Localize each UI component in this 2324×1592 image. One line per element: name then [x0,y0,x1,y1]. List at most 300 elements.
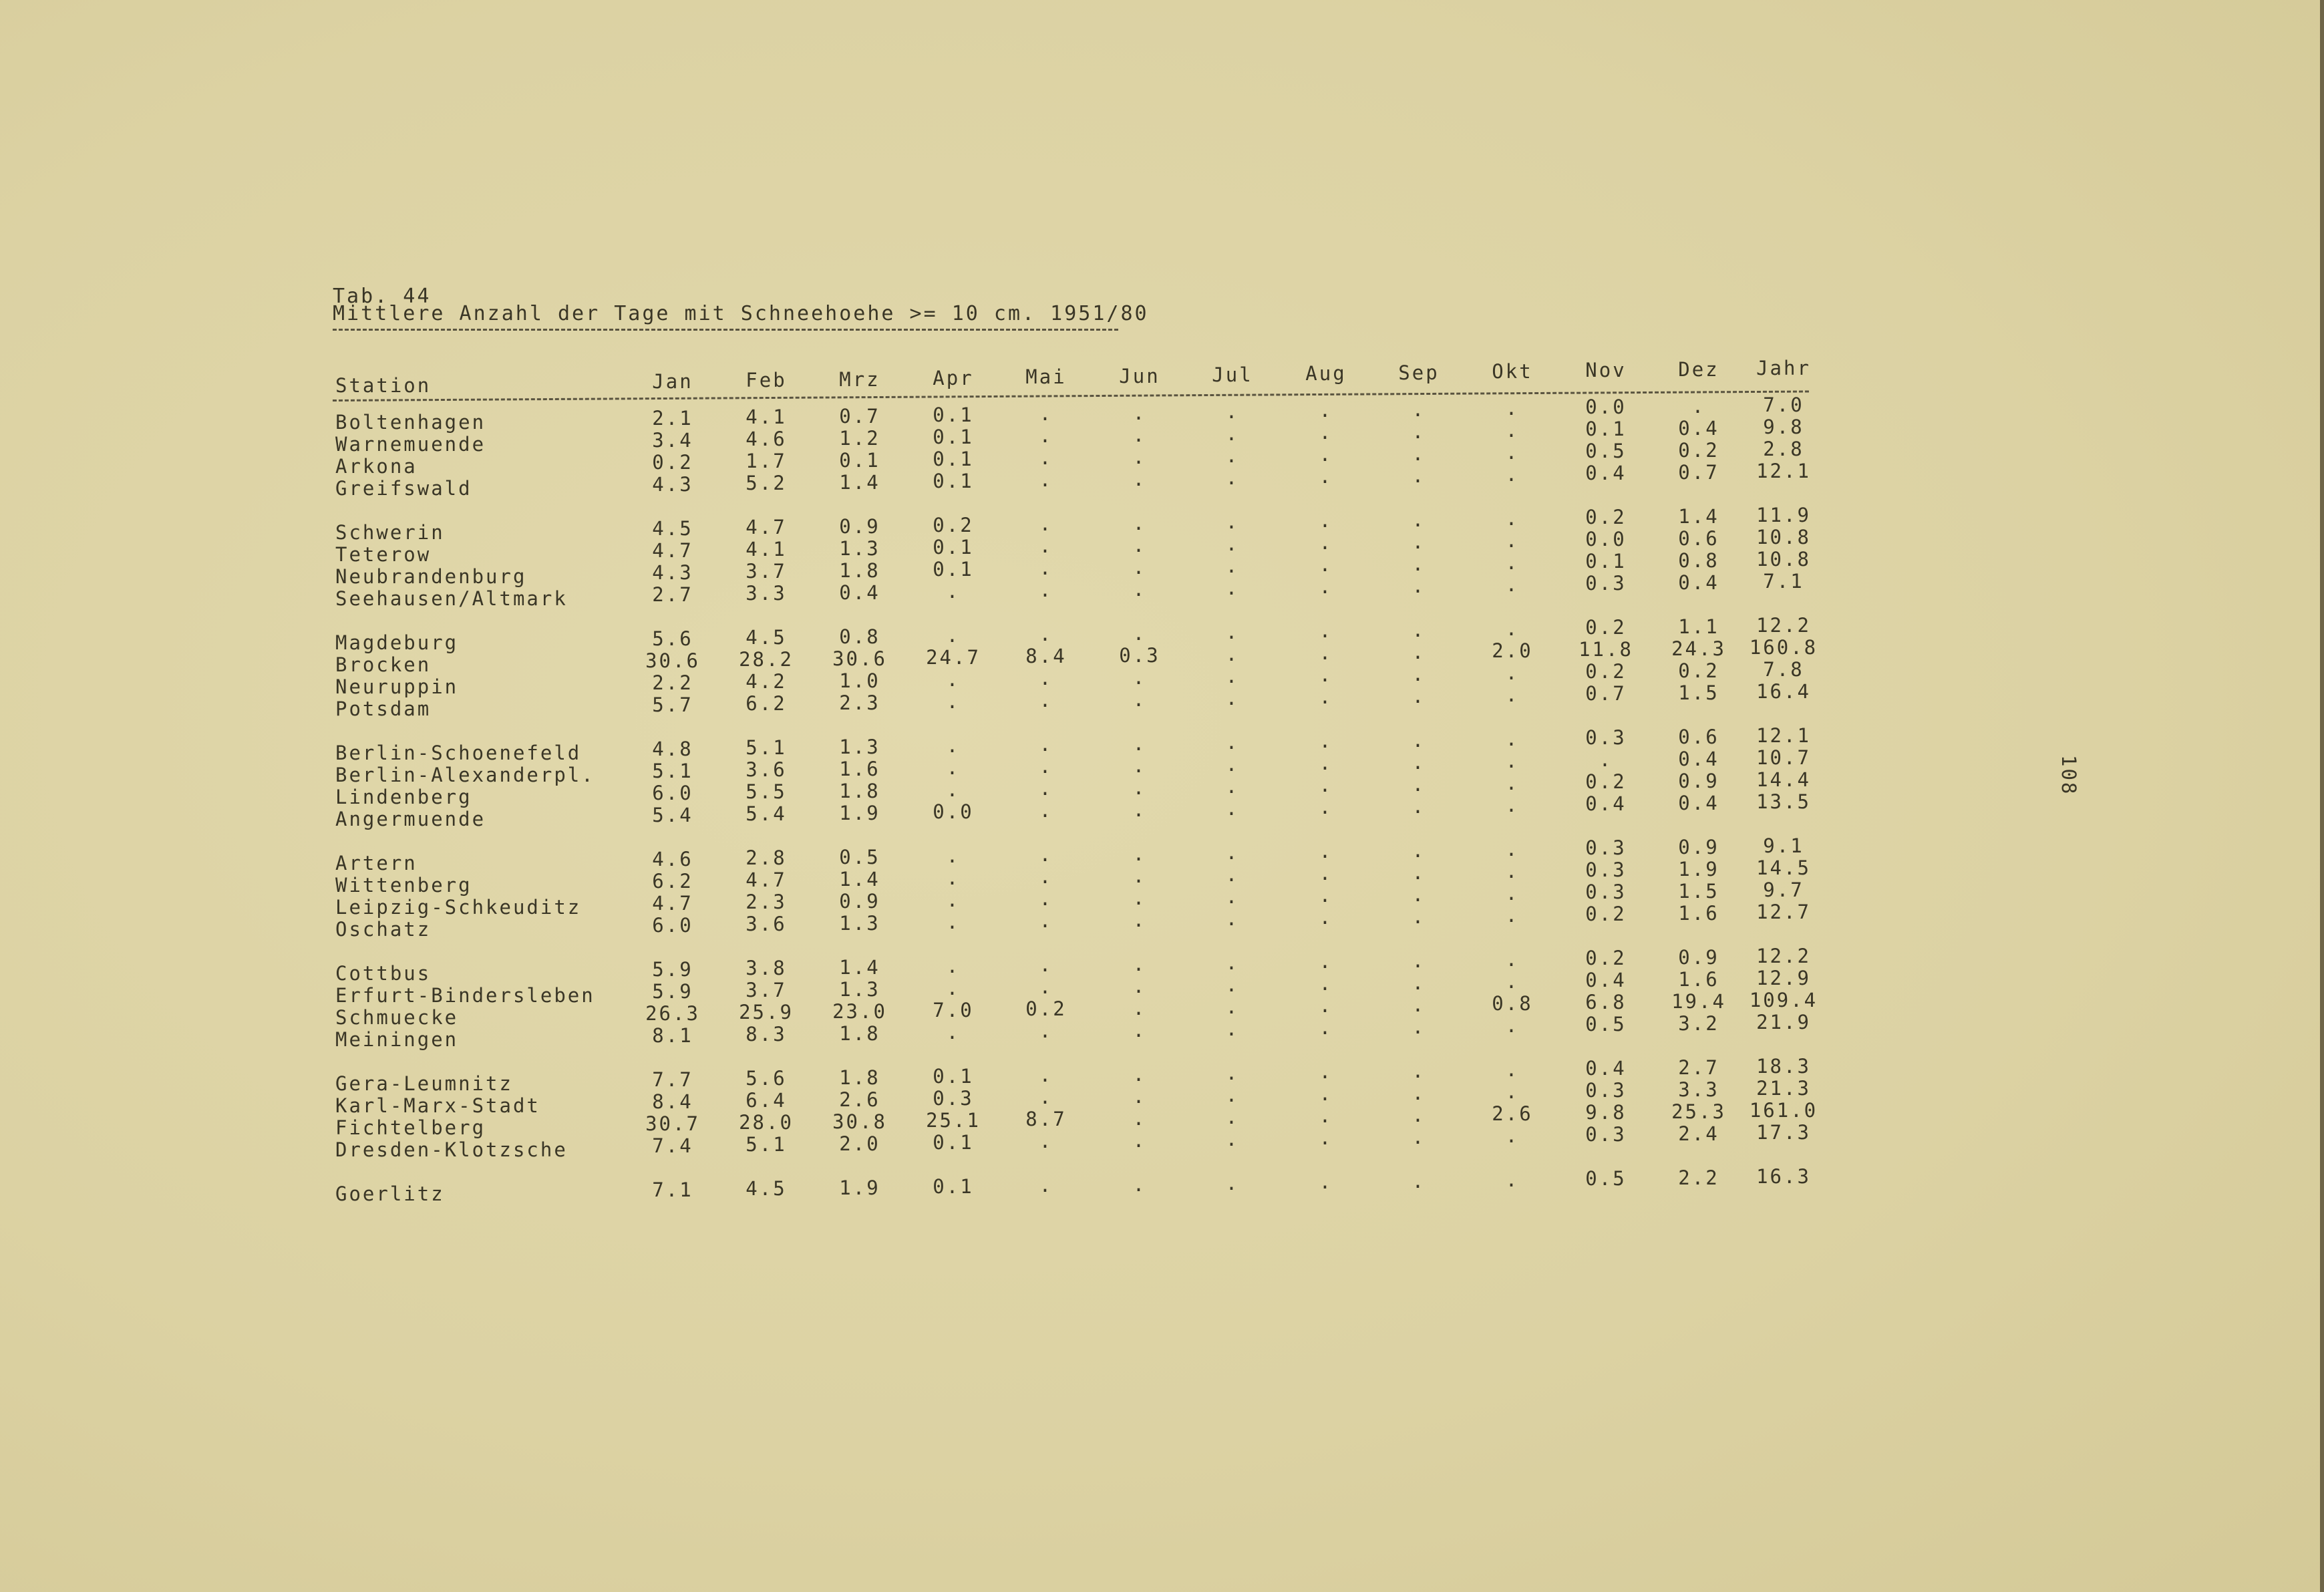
cell-feb: 5.1 [745,1133,787,1156]
column-header-okt: Okt [1492,360,1533,383]
station-name: Teterow [335,543,432,566]
cell-mrz: 2.6 [839,1088,880,1111]
cell-dez: 1.1 [1678,615,1719,638]
cell-mai: . [1039,843,1053,866]
cell-jun: . [1132,1063,1147,1086]
cell-jun: . [1132,512,1147,534]
cell-feb: 6.4 [745,1089,787,1112]
cell-jan: 3.4 [652,429,693,452]
cell-jan: 26.3 [645,1002,700,1025]
cell-jahr: 7.8 [1763,658,1804,681]
cell-feb: 3.8 [745,957,787,979]
cell-jun: . [1132,732,1147,755]
cell-jahr: 10.8 [1756,526,1811,548]
cell-jan: 5.9 [652,958,693,981]
cell-okt: . [1505,529,1520,552]
cell-aug: . [1319,972,1333,995]
cell-sep: . [1412,729,1426,752]
cell-apr: 0.1 [933,470,974,492]
cell-jahr: 12.1 [1756,460,1811,482]
cell-jan: 7.7 [652,1068,693,1091]
cell-feb: 4.6 [745,428,787,450]
page-number: 108 [2057,755,2080,796]
cell-apr: 0.2 [933,514,974,536]
cell-jul: . [1225,1017,1240,1040]
cell-jan: 4.3 [652,561,693,584]
cell-okt: . [1505,1168,1520,1191]
cell-jan: 30.6 [645,649,700,672]
cell-jul: . [1225,532,1240,555]
cell-aug: . [1319,509,1333,532]
cell-sep: . [1412,508,1426,531]
cell-feb: 5.6 [745,1067,787,1090]
cell-feb: 3.3 [745,582,787,605]
cell-jul: . [1225,621,1240,643]
cell-jahr: 18.3 [1756,1055,1811,1078]
cell-jun: . [1132,1173,1147,1196]
cell-apr: 0.1 [933,1065,974,1088]
cell-nov: 0.7 [1585,682,1627,705]
cell-apr: . [946,977,961,999]
cell-feb: 4.2 [745,670,787,693]
column-header-mai: Mai [1025,365,1067,388]
station-name: Greifswald [335,477,472,500]
cell-feb: 4.7 [745,868,787,891]
cell-dez: 24.3 [1671,637,1726,660]
cell-jan: 4.5 [652,517,693,540]
cell-dez: 0.2 [1678,659,1719,682]
station-name: Neubrandenburg [335,565,527,588]
cell-jahr: 7.1 [1763,570,1804,593]
cell-dez: 0.4 [1678,417,1719,440]
cell-okt: . [1505,617,1520,640]
cell-feb: 2.3 [745,891,787,913]
cell-nov: . [1599,748,1613,771]
cell-mrz: 1.8 [839,559,880,582]
cell-okt: . [1505,948,1520,971]
cell-okt: . [1505,397,1520,420]
cell-apr: 0.3 [933,1087,974,1110]
cell-jan: 6.2 [652,870,693,893]
station-name: Leipzig-Schkeuditz [335,896,582,919]
cell-nov: 11.8 [1579,638,1633,661]
cell-feb: 4.1 [745,538,787,561]
column-header-sep: Sep [1398,361,1440,384]
cell-apr: . [946,866,961,889]
cell-mrz: 1.6 [839,758,880,780]
cell-nov: 0.5 [1585,440,1627,462]
cell-jun: . [1132,975,1147,997]
cell-jun: . [1132,1019,1147,1042]
cell-sep: . [1412,839,1426,862]
cell-jahr: 13.5 [1756,790,1811,813]
station-name: Seehausen/Altmark [335,587,568,610]
cell-mai: . [1039,623,1053,645]
cell-nov: 0.1 [1585,550,1627,573]
cell-jan: 5.6 [652,627,693,650]
cell-apr: 0.0 [933,800,974,823]
cell-dez: 3.3 [1678,1078,1719,1101]
cell-dez: 1.6 [1678,902,1719,925]
cell-jahr: 2.8 [1763,438,1804,460]
cell-mrz: 2.3 [839,691,880,714]
cell-nov: 0.2 [1585,903,1627,925]
cell-jul: . [1225,1062,1240,1084]
table-row [0,1165,2324,1205]
cell-feb: 3.6 [745,758,787,781]
cell-mrz: 0.8 [839,625,880,648]
cell-jul: . [1225,753,1240,776]
cell-mai: . [1039,733,1053,756]
cell-sep: . [1412,663,1426,685]
cell-jul: . [1225,687,1240,709]
cell-nov: 0.4 [1585,792,1627,815]
cell-feb: 5.1 [745,736,787,759]
cell-mrz: 1.8 [839,1066,880,1089]
cell-okt: . [1505,772,1520,794]
cell-jun: . [1132,798,1147,821]
cell-mrz: 1.8 [839,780,880,802]
cell-apr: 0.1 [933,1175,974,1198]
station-name: Potsdam [335,697,432,720]
cell-feb: 4.7 [745,516,787,538]
cell-sep: . [1412,1104,1426,1126]
cell-jahr: 12.9 [1756,967,1811,989]
station-name: Gera-Leumnitz [335,1072,513,1095]
cell-jan: 4.7 [652,892,693,915]
cell-jahr: 12.7 [1756,901,1811,923]
cell-nov: 0.2 [1585,616,1627,639]
cell-jul: . [1225,400,1240,423]
cell-mrz: 0.5 [839,846,880,868]
cell-aug: . [1319,774,1333,796]
cell-nov: 0.3 [1585,858,1627,881]
cell-mrz: 1.2 [839,427,880,450]
cell-dez: 1.4 [1678,505,1719,528]
cell-mai: . [1039,424,1053,447]
cell-okt: . [1505,970,1520,993]
cell-jul: . [1225,665,1240,687]
cell-jahr: 12.2 [1756,614,1811,637]
cell-mai: . [1039,777,1053,800]
cell-jul: . [1225,973,1240,996]
cell-aug: . [1319,1016,1333,1039]
station-name: Magdeburg [335,631,459,654]
cell-nov: 0.2 [1585,947,1627,969]
cell-jun: 0.3 [1119,644,1160,667]
cell-sep: . [1412,1126,1426,1148]
cell-nov: 9.8 [1585,1101,1627,1124]
station-name: Boltenhagen [335,411,486,434]
cell-nov: 0.3 [1585,1079,1627,1102]
cell-sep: . [1412,795,1426,818]
column-header-aug: Aug [1305,362,1347,385]
cell-apr: 25.1 [926,1109,981,1132]
cell-jun: . [1132,1107,1147,1130]
cell-apr: . [946,624,961,647]
cell-sep: . [1412,552,1426,575]
cell-jan: 5.7 [652,693,693,716]
cell-jahr: 160.8 [1749,636,1818,659]
cell-jul: . [1225,577,1240,599]
cell-aug: . [1319,862,1333,885]
cell-jun: . [1132,556,1147,579]
cell-dez: 1.6 [1678,968,1719,991]
station-name: Angermuende [335,808,486,830]
cell-jul: . [1225,444,1240,467]
cell-apr: . [946,734,961,757]
cell-feb: 28.0 [739,1111,794,1134]
cell-okt: . [1505,1058,1520,1081]
cell-mai: . [1039,446,1053,469]
cell-dez: 0.9 [1678,770,1719,792]
cell-jun: . [1132,446,1147,468]
cell-nov: 0.5 [1585,1013,1627,1036]
cell-jan: 5.1 [652,760,693,782]
cell-jahr: 9.8 [1763,416,1804,438]
cell-nov: 0.2 [1585,770,1627,793]
cell-jun: . [1132,468,1147,490]
cell-sep: . [1412,464,1426,487]
cell-sep: . [1412,619,1426,641]
cell-feb: 25.9 [739,1001,794,1023]
cell-dez: 2.7 [1678,1056,1719,1079]
cell-okt: . [1505,683,1520,706]
cell-mai: . [1039,689,1053,711]
cell-jahr: 21.3 [1756,1077,1811,1100]
cell-aug: . [1319,421,1333,444]
cell-jan: 2.1 [652,407,693,430]
cell-aug: . [1319,663,1333,686]
cell-dez: 0.6 [1678,527,1719,550]
cell-mai: . [1039,1174,1053,1197]
cell-mai: . [1039,468,1053,491]
cell-dez: 0.8 [1678,549,1719,572]
cell-jan: 5.9 [652,980,693,1003]
station-name: Cottbus [335,962,432,985]
cell-jun: . [1132,864,1147,887]
cell-aug: . [1319,906,1333,929]
cell-sep: . [1412,773,1426,796]
cell-okt: . [1505,882,1520,905]
cell-feb: 3.7 [745,560,787,583]
cell-sep: . [1412,751,1426,774]
cell-mrz: 0.1 [839,449,880,472]
cell-dez: 1.9 [1678,858,1719,881]
cell-aug: . [1319,950,1333,973]
cell-nov: 0.5 [1585,1167,1627,1190]
cell-dez: 0.4 [1678,748,1719,770]
cell-apr: 0.1 [933,448,974,470]
cell-mai: . [1039,755,1053,778]
column-header-feb: Feb [745,369,787,391]
cell-jahr: 14.4 [1756,768,1811,791]
cell-jun: . [1132,1129,1147,1152]
cell-mai: . [1039,1130,1053,1152]
cell-okt: 2.0 [1492,639,1533,662]
cell-jahr: 12.1 [1756,724,1811,747]
cell-jan: 7.1 [652,1178,693,1201]
cell-sep: . [1412,1060,1426,1082]
cell-jahr: 16.3 [1756,1165,1811,1188]
cell-sep: . [1412,971,1426,994]
cell-jun: . [1132,909,1147,931]
cell-mai: . [1039,579,1053,601]
cell-nov: 0.3 [1585,572,1627,595]
cell-mai: . [1039,1019,1053,1042]
cell-feb: 3.7 [745,979,787,1001]
cell-feb: 5.4 [745,802,787,825]
cell-okt: . [1505,860,1520,883]
cell-jan: 4.6 [652,848,693,870]
station-name: Lindenberg [335,786,472,808]
cell-jun: . [1132,688,1147,711]
cell-apr: 0.1 [933,426,974,448]
cell-jun: . [1132,424,1147,446]
cell-jun: . [1132,402,1147,424]
cell-nov: 0.0 [1585,528,1627,550]
column-header-jul: Jul [1212,363,1253,386]
cell-mai: . [1039,512,1053,535]
cell-okt: . [1505,838,1520,860]
cell-jun: . [1132,887,1147,909]
cell-jahr: 10.8 [1756,548,1811,571]
cell-jul: . [1225,951,1240,974]
cell-jan: 8.1 [652,1024,693,1047]
cell-nov: 0.4 [1585,462,1627,484]
cell-nov: 0.3 [1585,1123,1627,1146]
column-header-jahr: Jahr [1756,357,1811,379]
column-header-jan: Jan [652,370,693,393]
column-header-nov: Nov [1585,359,1627,381]
cell-jahr: 161.0 [1749,1099,1818,1122]
cell-aug: . [1319,840,1333,862]
cell-jul: . [1225,422,1240,445]
cell-mai: 8.4 [1025,645,1067,667]
cell-aug: . [1319,531,1333,554]
cell-dez: 0.6 [1678,726,1719,748]
station-name: Dresden-Klotzsche [335,1138,568,1161]
cell-mrz: 0.9 [839,890,880,913]
cell-jan: 2.7 [652,583,693,606]
cell-sep: . [1412,1082,1426,1104]
cell-sep: . [1412,685,1426,707]
cell-mai: . [1039,402,1053,425]
cell-feb: 5.2 [745,472,787,494]
cell-okt: . [1505,728,1520,750]
cell-apr: 0.1 [933,1131,974,1154]
column-header-station: Station [335,374,432,397]
cell-apr: . [946,955,961,977]
cell-jul: . [1225,510,1240,533]
cell-aug: . [1319,796,1333,818]
cell-okt: . [1505,573,1520,596]
cell-jul: . [1225,863,1240,886]
cell-jahr: 109.4 [1749,989,1818,1011]
cell-mrz: 23.0 [832,1000,887,1023]
cell-apr: . [946,1021,961,1044]
cell-okt: 0.8 [1492,992,1533,1015]
cell-aug: . [1319,1082,1333,1105]
cell-aug: . [1319,399,1333,422]
station-name: Wittenberg [335,874,472,897]
cell-mai: . [1039,953,1053,976]
table-label: Tab. 44 [333,285,432,308]
cell-mrz: 0.4 [839,581,880,604]
cell-jan: 5.4 [652,804,693,826]
cell-jahr: 10.7 [1756,746,1811,769]
cell-jun: . [1132,666,1147,689]
cell-jan: 7.4 [652,1134,693,1157]
cell-okt: . [1505,1124,1520,1147]
cell-jul: . [1225,1172,1240,1195]
cell-sep: . [1412,398,1426,421]
cell-feb: 2.8 [745,846,787,869]
cell-jun: . [1132,1085,1147,1108]
cell-jahr: 7.0 [1763,393,1804,416]
cell-dez: 2.2 [1678,1166,1719,1189]
cell-mrz: 0.7 [839,405,880,428]
cell-sep: . [1412,575,1426,597]
cell-feb: 3.6 [745,913,787,935]
cell-dez: 2.4 [1678,1122,1719,1145]
cell-jan: 0.2 [652,451,693,474]
cell-jul: . [1225,1128,1240,1150]
cell-okt: . [1505,794,1520,816]
cell-aug: . [1319,553,1333,576]
station-name: Arkona [335,455,418,478]
cell-jun: . [1132,622,1147,645]
cell-nov: 0.3 [1585,881,1627,903]
title-underline [333,329,1118,331]
cell-feb: 1.7 [745,450,787,472]
cell-mrz: 30.6 [832,647,887,670]
cell-apr: . [946,668,961,691]
station-name: Brocken [335,653,432,676]
cell-jun: . [1132,776,1147,799]
cell-mrz: 1.0 [839,669,880,692]
cell-dez: 25.3 [1671,1100,1726,1123]
cell-dez: 19.4 [1671,990,1726,1013]
cell-sep: . [1412,949,1426,972]
cell-sep: . [1412,420,1426,443]
cell-mrz: 1.4 [839,956,880,979]
station-name: Karl-Marx-Stadt [335,1094,540,1117]
cell-okt: . [1505,1080,1520,1103]
cell-apr: 0.1 [933,536,974,559]
cell-aug: . [1319,575,1333,598]
cell-jul: . [1225,885,1240,908]
cell-apr: . [946,756,961,779]
cell-feb: 8.3 [745,1023,787,1046]
cell-nov: 0.2 [1585,660,1627,683]
cell-jahr: 16.4 [1756,680,1811,703]
cell-sep: . [1412,641,1426,663]
cell-mrz: 1.4 [839,868,880,891]
cell-jahr: 11.9 [1756,504,1811,526]
cell-jul: . [1225,731,1240,754]
cell-apr: . [946,844,961,867]
cell-mrz: 1.3 [839,912,880,935]
cell-dez: 1.5 [1678,681,1719,704]
cell-jan: 2.2 [652,671,693,694]
cell-jun: . [1132,997,1147,1019]
table-title: Mittlere Anzahl der Tage mit Schneehoehe >= 10 cm. 1951/80 [333,302,1149,325]
cell-mai: . [1039,909,1053,932]
column-header-mrz: Mrz [839,368,880,391]
cell-aug: . [1319,1126,1333,1149]
cell-jan: 4.7 [652,539,693,562]
